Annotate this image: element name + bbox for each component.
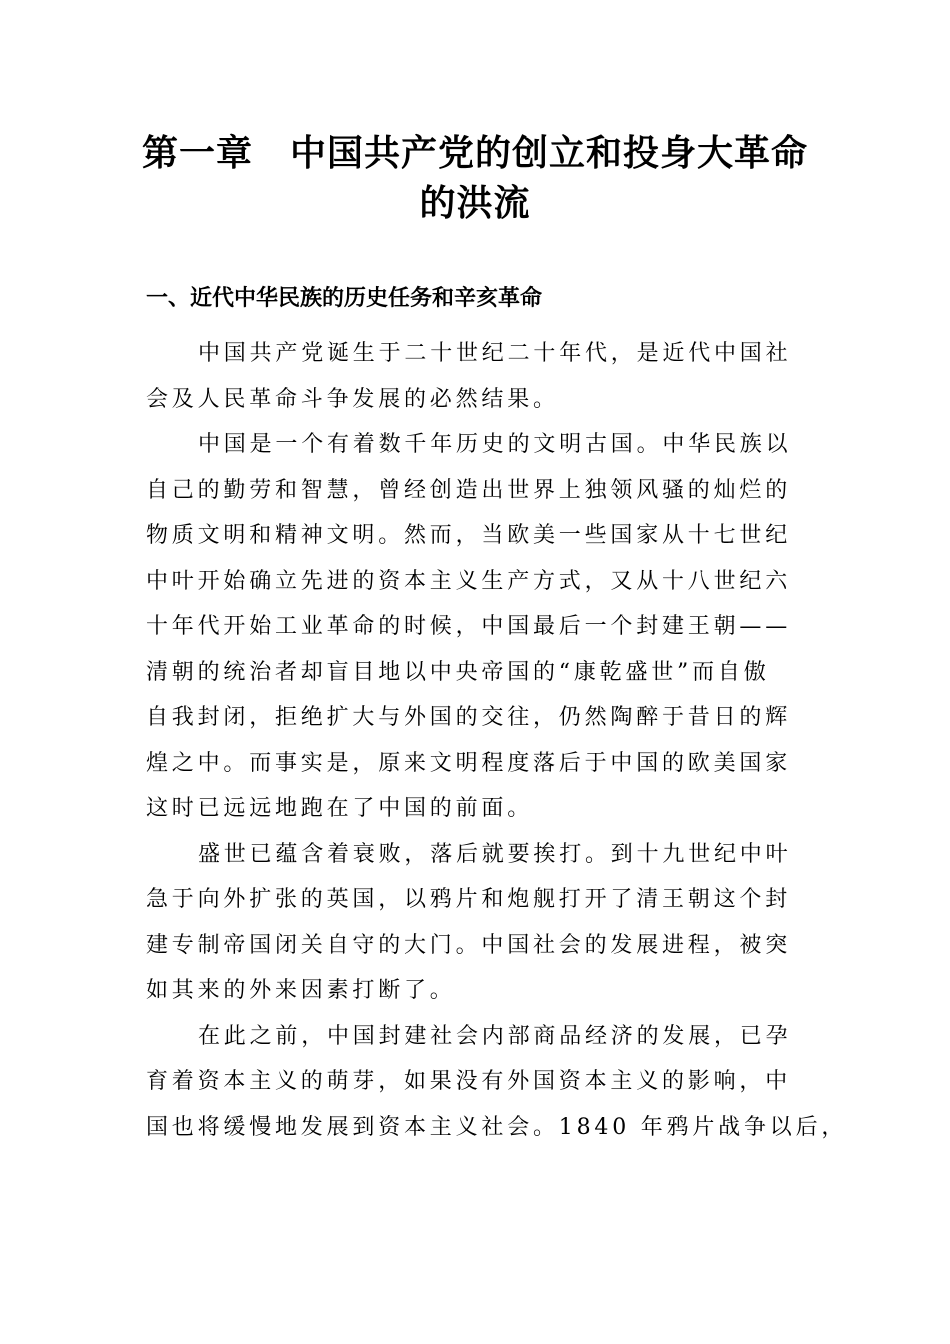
body-line-8: 清朝的统治者却盲目地以中央帝国的“康乾盛世”而自傲: [146, 659, 770, 685]
body-line-3: 中国是一个有着数千年历史的文明古国。中华民族以: [198, 432, 792, 457]
body-line-4: 自己的勤劳和智慧，曾经创造出世界上独领风骚的灿烂的: [146, 477, 792, 503]
body-line-14: 建专制帝国闭关自守的大门。中国社会的发展进程，被突: [146, 932, 792, 958]
body-line-5: 物质文明和精神文明。然而，当欧美一些国家从十七世纪: [146, 523, 792, 548]
body-text: [146, 331, 848, 1150]
body-line-12: 盛世已蕴含着衰败，落后就要挨打。到十九世纪中叶: [198, 841, 792, 867]
body-line-2: 会及人民革命斗争发展的必然结果。: [146, 386, 559, 412]
body-line-17: 育着资本主义的萌芽，如果没有外国资本主义的影响，中: [146, 1069, 792, 1094]
body-line-7: 十年代开始工业革命的时候，中国最后一个封建王朝——: [146, 614, 792, 639]
body-line-10: 煌之中。而事实是，原来文明程度落后于中国的欧美国家: [146, 750, 792, 776]
body-line-15: 如其来的外来因素打断了。: [146, 978, 456, 1003]
body-line-6: 中叶开始确立先进的资本主义生产方式，又从十八世纪六: [146, 568, 792, 594]
chapter-title: [0, 128, 950, 228]
chapter-title-line-2: 的洪流: [419, 182, 531, 224]
body-line-11: 这时已远远地跑在了中国的前面。: [146, 796, 534, 821]
body-line-18: 国也将缓慢地发展到资本主义社会。1840 年鸦片战争以后，: [146, 1114, 848, 1140]
chapter-title-line-1: 第一章 中国共产党的创立和投身大革命: [141, 132, 808, 174]
section-heading: 一、近代中华民族的历史任务和辛亥革命: [146, 286, 543, 311]
body-line-9: 自我封闭，拒绝扩大与外国的交往，仍然陶醉于昔日的辉: [146, 705, 792, 730]
body-line-16: 在此之前，中国封建社会内部商品经济的发展，已孕: [198, 1023, 792, 1049]
body-line-13: 急于向外扩张的英国，以鸦片和炮舰打开了清王朝这个封: [146, 887, 792, 912]
body-line-1: 中国共产党诞生于二十世纪二十年代，是近代中国社: [198, 341, 792, 366]
